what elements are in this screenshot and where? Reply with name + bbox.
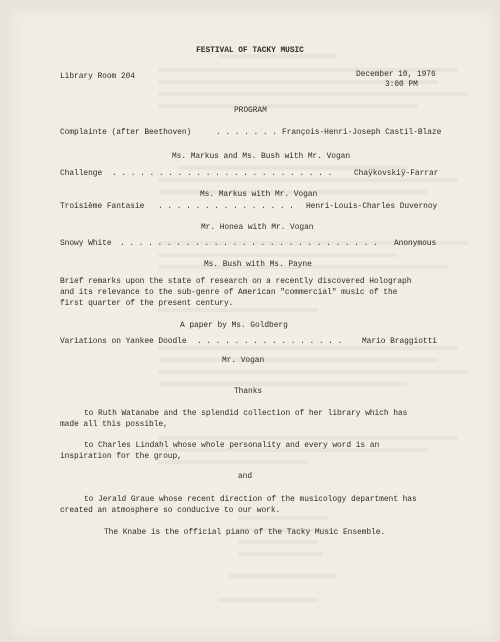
program-item-performers: Mr. Vogan <box>222 356 265 365</box>
program-item-title: Complainte (after Beethoven) <box>60 128 192 137</box>
program-item-composer: Anonymous <box>394 239 437 248</box>
remarks-paragraph: Brief remarks upon the state of research on a recently discovered Holograph <box>60 277 412 286</box>
remarks-paragraph: first quarter of the present century. <box>60 299 234 308</box>
thanks-paragraph: inspiration for the group, <box>60 452 182 461</box>
program-item-title: Troisième Fantasie <box>60 202 145 211</box>
program-item-performers: Ms. Markus and Ms. Bush with Mr. Vogan <box>172 152 351 161</box>
festival-title: FESTIVAL OF TACKY MUSIC <box>196 46 304 55</box>
leader-dots: . . . . . . . . . . . . . . . . . . . . . . . . . . . . <box>120 239 378 248</box>
thanks-paragraph: to Ruth Watanabe and the splendid collection of her library which has <box>84 409 408 418</box>
thanks-paragraph: to Jerald Graue whose recent direction of the musicology department has <box>84 495 417 504</box>
program-item-composer: Mario Braggiotti <box>362 337 437 346</box>
program-item-performers: Ms. Bush with Ms. Payne <box>204 260 312 269</box>
program-item-title: Variations on Yankee Doodle <box>60 337 187 346</box>
leader-dots: . . . . . . . . . . . . . . . <box>158 202 294 211</box>
and-connector: and <box>238 472 253 481</box>
location: Library Room 204 <box>60 72 135 81</box>
thanks-paragraph: to Charles Lindahl whose whole personality and every word is an <box>84 441 380 450</box>
date: December 10, 1976 <box>356 70 436 79</box>
leader-dots: . . . . . . . <box>216 128 277 137</box>
remarks-paragraph: and its relevance to the sub-genre of American "commercial" music of the <box>60 288 398 297</box>
thanks-heading: Thanks <box>234 387 263 396</box>
program-item-composer: François-Henri-Joseph Castil-Blaze <box>282 128 442 137</box>
program-item-performers: Ms. Markus with Mr. Vogan <box>200 190 318 199</box>
paper-by: A paper by Ms. Goldberg <box>180 321 288 330</box>
program-heading: PROGRAM <box>234 106 267 115</box>
leader-dots: . . . . . . . . . . . . . . . . . . . . . . . . <box>112 169 333 178</box>
time: 3:00 PM <box>385 80 418 89</box>
leader-dots: . . . . . . . . . . . . . . . . <box>197 337 343 346</box>
program-item-composer: Chaÿkovskiÿ-Farrar <box>354 169 439 178</box>
closing-note: The Knabe is the official piano of the Tacky Music Ensemble. <box>104 528 386 537</box>
program-item-title: Challenge <box>60 169 103 178</box>
program-item-composer: Henri-Louis-Charles Duvernoy <box>306 202 438 211</box>
thanks-paragraph: made all this possible, <box>60 420 168 429</box>
program-item-title: Snowy White <box>60 239 112 248</box>
thanks-paragraph: created an atmosphere so conducive to our work. <box>60 506 281 515</box>
program-item-performers: Mr. Honea with Mr. Vogan <box>201 223 314 232</box>
